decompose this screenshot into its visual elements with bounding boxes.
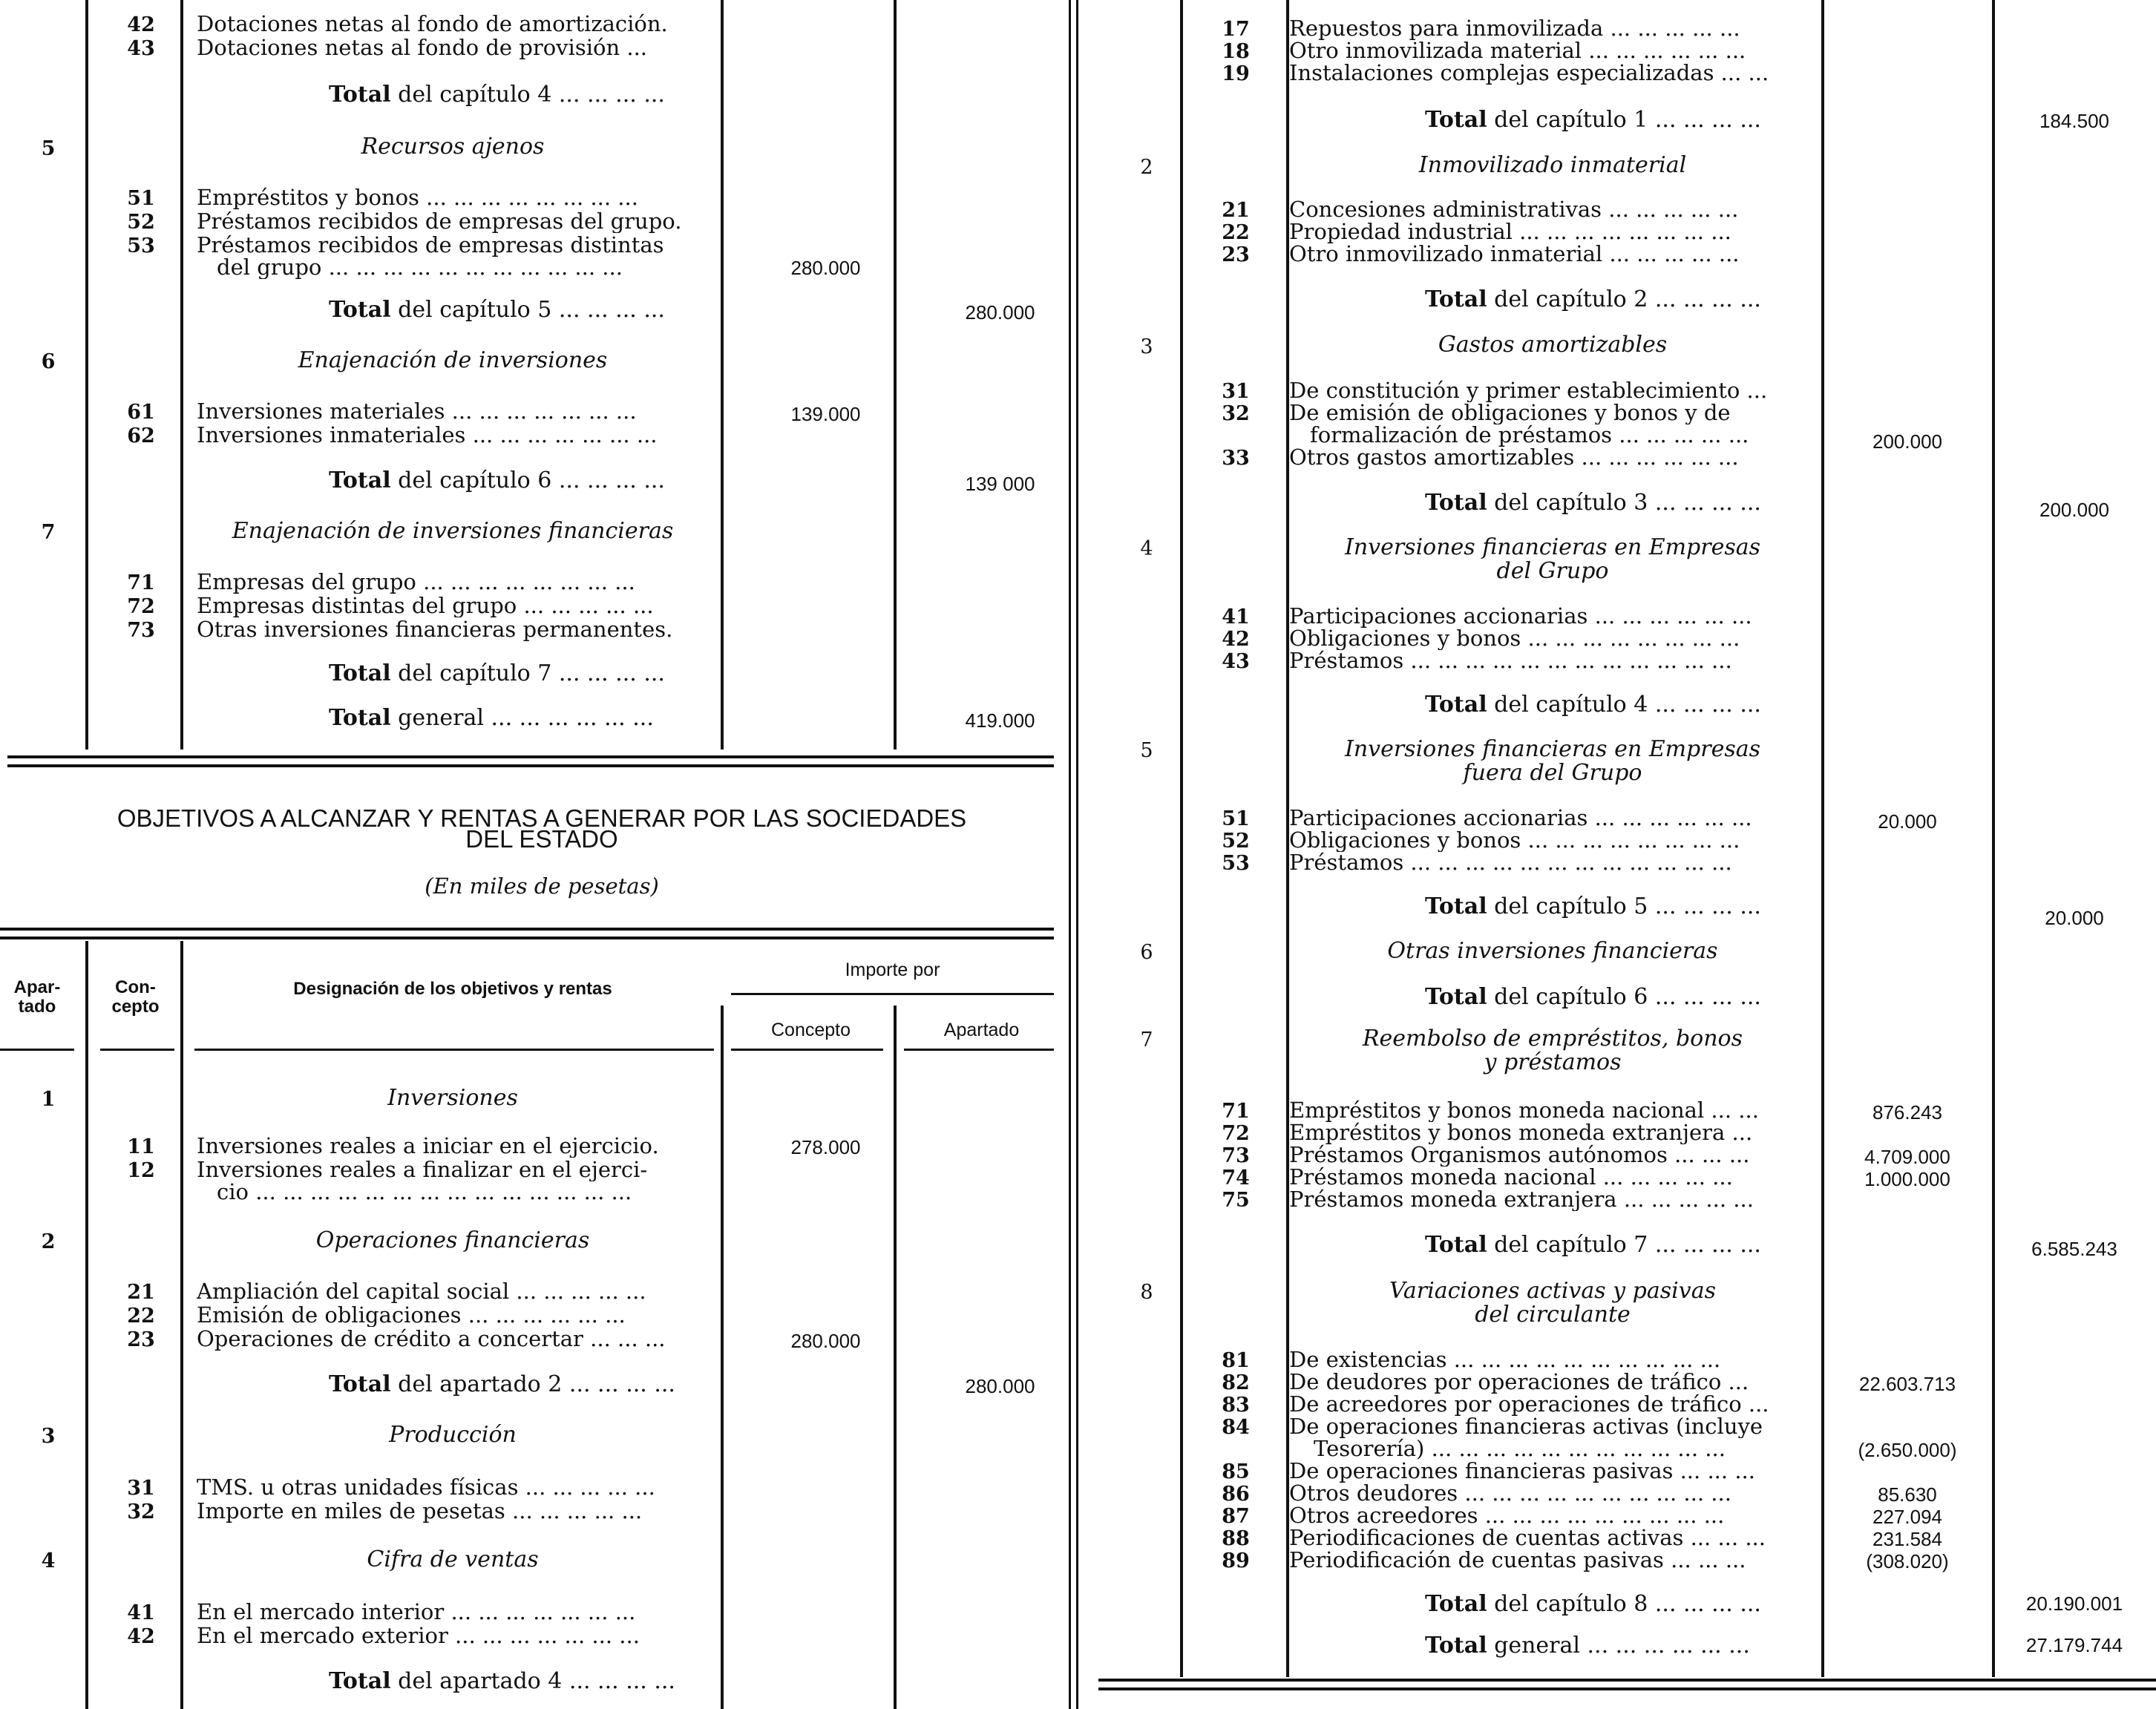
chapter-heading: Variaciones activas y pasivas xyxy=(1389,1278,1716,1304)
divider xyxy=(0,928,1054,931)
row-number: 62 xyxy=(127,424,155,447)
total-line: Total del capítulo 7 ... ... ... ... xyxy=(1425,1232,1761,1258)
row-text: Importe en miles de pesetas ... ... ... ... ... xyxy=(197,1499,643,1523)
row-number: 18 xyxy=(1222,40,1250,63)
section-title-line2: DEL ESTADO xyxy=(465,825,618,853)
total-line: Total del capítulo 7 ... ... ... ... xyxy=(329,660,665,686)
chapter-code: 2 xyxy=(1140,156,1153,179)
row-number: 21 xyxy=(127,1281,155,1304)
row-number: 73 xyxy=(1222,1144,1250,1167)
row-text: Otros acreedores ... ... ... ... ... ... ... ... ... xyxy=(1289,1503,1725,1527)
row-number: 53 xyxy=(127,234,155,258)
row-text: Préstamos ... ... ... ... ... ... ... ... ... ... ... ... xyxy=(1289,649,1732,672)
chapter-code: 5 xyxy=(41,137,56,160)
row-number: 71 xyxy=(127,571,155,594)
apartado-amount: 20.000 xyxy=(2045,907,2104,929)
header-col-apartado: Apartado xyxy=(943,1020,1020,1040)
chapter-code: 3 xyxy=(1140,335,1153,358)
concepto-amount: 280.000 xyxy=(790,257,861,279)
apartado-amount: 20.190.001 xyxy=(2025,1592,2123,1615)
chapter-heading: Enajenación de inversiones xyxy=(298,347,608,373)
chapter-heading-line2: y préstamos xyxy=(1484,1049,1622,1075)
row-number: 52 xyxy=(127,211,155,234)
row-text: En el mercado interior ... ... ... ... ... ... ... xyxy=(197,1600,636,1624)
row-text: Empresas del grupo ... ... ... ... ... ... ... ... xyxy=(197,570,635,594)
divider xyxy=(0,936,1054,939)
concepto-amount: 200.000 xyxy=(1872,430,1942,453)
column-separator xyxy=(1069,0,1071,1709)
row-text: Dotaciones netas al fondo de provisión ... xyxy=(197,36,648,59)
row-number: 89 xyxy=(1222,1549,1250,1572)
divider xyxy=(1098,1679,2156,1682)
row-text: cio ... ... ... ... ... ... ... ... ... ... ... ... ... ... xyxy=(217,1180,632,1204)
row-text: Inversiones materiales ... ... ... ... ... ... ... xyxy=(197,399,637,423)
concepto-amount: 280.000 xyxy=(790,1330,861,1352)
header-apartado: Apar- tado xyxy=(13,977,61,1017)
row-number: 84 xyxy=(1222,1416,1250,1439)
row-text: Repuestos para inmovilizada ... ... ... ... ... xyxy=(1289,16,1740,40)
row-number: 31 xyxy=(1222,380,1250,403)
row-number: 23 xyxy=(127,1328,155,1351)
row-text: Dotaciones netas al fondo de amortización. xyxy=(197,12,668,36)
chapter-heading: Enajenación de inversiones financieras xyxy=(232,518,674,544)
row-number: 22 xyxy=(1222,221,1250,244)
row-text: Participaciones accionarias ... ... ... ... ... ... xyxy=(1289,604,1752,628)
row-text: Otro inmovilizado inmaterial ... ... ... ... ... xyxy=(1289,242,1740,266)
row-number: 42 xyxy=(1222,628,1250,651)
chapter-heading: Otras inversiones financieras xyxy=(1387,938,1718,964)
concepto-amount: 22.603.713 xyxy=(1858,1373,1956,1395)
row-number: 87 xyxy=(1222,1505,1250,1528)
total-line: Total del apartado 2 ... ... ... ... xyxy=(329,1371,675,1397)
row-number: 43 xyxy=(1222,650,1250,673)
grand-total-amount: 419.000 xyxy=(965,709,1035,732)
row-text: Otro inmovilizada material ... ... ... ... ... ... xyxy=(1289,39,1746,62)
row-number: 32 xyxy=(1222,402,1250,425)
concepto-amount: 278.000 xyxy=(790,1136,861,1158)
total-line: Total del capítulo 2 ... ... ... ... xyxy=(1425,286,1761,312)
row-number: 71 xyxy=(1222,1100,1250,1123)
row-number: 83 xyxy=(1222,1394,1250,1417)
row-text: Empréstitos y bonos ... ... ... ... ... ... ... ... xyxy=(197,186,638,209)
chapter-code: 5 xyxy=(1140,739,1153,762)
row-number: 23 xyxy=(1222,243,1250,266)
apartado-code: 1 xyxy=(41,1088,56,1111)
row-text: Participaciones accionarias ... ... ... ... ... ... xyxy=(1289,806,1752,830)
apartado-code: 3 xyxy=(41,1425,56,1448)
concepto-amount: 139.000 xyxy=(790,403,861,425)
chapter-code: 6 xyxy=(41,350,56,373)
chapter-heading-line2: fuera del Grupo xyxy=(1463,760,1642,786)
row-text: Empréstitos y bonos moneda extranjera ... xyxy=(1289,1121,1753,1144)
row-number: 74 xyxy=(1222,1167,1250,1190)
divider xyxy=(1098,1687,2156,1690)
row-text: Obligaciones y bonos ... ... ... ... ... ... ... ... xyxy=(1289,626,1740,650)
row-number: 88 xyxy=(1222,1527,1250,1550)
section-title-line1: OBJETIVOS A ALCANZAR Y RENTAS A GENERAR POR LAS SOCIEDADES xyxy=(117,804,967,832)
row-text: Empresas distintas del grupo ... ... ... ... ... xyxy=(197,594,654,617)
row-text: Emisión de obligaciones ... ... ... ... ... ... xyxy=(197,1303,626,1327)
row-number: 19 xyxy=(1222,62,1250,85)
apartado-amount: 6.585.243 xyxy=(2031,1238,2117,1260)
row-text: De operaciones financieras activas (incluye xyxy=(1289,1414,1763,1438)
row-text: Obligaciones y bonos ... ... ... ... ... ... ... ... xyxy=(1289,828,1740,852)
apartado-heading: Inversiones xyxy=(387,1085,518,1111)
row-text: Inversiones inmateriales ... ... ... ... ... ... ... xyxy=(197,423,658,447)
row-text: De operaciones financieras pasivas ... ... ... xyxy=(1289,1459,1755,1483)
row-number: 82 xyxy=(1222,1371,1250,1394)
concepto-amount: 227.094 xyxy=(1872,1506,1942,1528)
row-text: TMS. u otras unidades físicas ... ... ... ... ... xyxy=(197,1475,655,1499)
concepto-amount: 85.630 xyxy=(1878,1483,1937,1506)
grand-total-line: Total general ... ... ... ... ... ... xyxy=(1425,1633,1750,1659)
header-designacion: Designación de los objetivos y rentas xyxy=(293,979,612,999)
total-line: Total del capítulo 8 ... ... ... ... xyxy=(1425,1591,1761,1617)
row-number: 41 xyxy=(127,1601,155,1624)
header-col-concepto: Concepto xyxy=(770,1020,851,1040)
total-line: Total del capítulo 5 ... ... ... ... xyxy=(1425,893,1761,919)
total-line: Total del capítulo 6 ... ... ... ... xyxy=(1425,984,1761,1010)
total-line: Total del capítulo 3 ... ... ... ... xyxy=(1425,490,1761,516)
row-number: 32 xyxy=(127,1500,155,1523)
chapter-code: 6 xyxy=(1140,941,1153,964)
row-number: 53 xyxy=(1222,852,1250,875)
apartado-amount: 139 000 xyxy=(965,473,1035,495)
row-text: Ampliación del capital social ... ... ... ... ... xyxy=(197,1279,646,1303)
row-text: Préstamos moneda nacional ... ... ... ... ... xyxy=(1289,1165,1733,1189)
divider xyxy=(7,764,1054,767)
row-text: Préstamos recibidos de empresas del grupo. xyxy=(197,209,682,233)
grand-total-amount: 27.179.744 xyxy=(2025,1634,2123,1656)
row-text: Préstamos recibidos de empresas distintas xyxy=(197,233,664,257)
chapter-code: 7 xyxy=(1140,1029,1153,1052)
row-number: 21 xyxy=(1222,199,1250,222)
concepto-amount: (308.020) xyxy=(1866,1550,1949,1572)
concepto-amount: 4.709.000 xyxy=(1864,1146,1950,1168)
row-text: Empréstitos y bonos moneda nacional ... ... xyxy=(1289,1098,1759,1122)
row-number: 17 xyxy=(1222,18,1250,41)
row-text: Tesorería) ... ... ... ... ... ... ... ... ... ... ... xyxy=(1314,1437,1726,1460)
row-number: 33 xyxy=(1222,447,1250,470)
apartado-code: 4 xyxy=(41,1549,56,1572)
grand-total-line: Total general ... ... ... ... ... ... xyxy=(329,705,654,731)
concepto-amount: 876.243 xyxy=(1872,1101,1942,1124)
apartado-code: 2 xyxy=(41,1230,56,1253)
total-line: Total del capítulo 4 ... ... ... ... xyxy=(329,82,665,108)
apartado-amount: 280.000 xyxy=(965,1375,1035,1397)
total-line: Total del capítulo 1 ... ... ... ... xyxy=(1425,107,1761,133)
concepto-amount: 20.000 xyxy=(1878,810,1937,833)
row-text: Otros deudores ... ... ... ... ... ... ... ... ... ... xyxy=(1289,1481,1731,1505)
row-text: De acreedores por operaciones de tráfico ... xyxy=(1289,1392,1769,1416)
row-number: 42 xyxy=(127,13,155,36)
row-number: 41 xyxy=(1222,606,1250,629)
apartado-heading: Cifra de ventas xyxy=(367,1546,539,1572)
chapter-heading: Inmovilizado inmaterial xyxy=(1418,152,1687,178)
row-number: 22 xyxy=(127,1305,155,1328)
row-text: Préstamos ... ... ... ... ... ... ... ... ... ... ... ... xyxy=(1289,850,1732,874)
row-text: Operaciones de crédito a concertar ... ... ... xyxy=(197,1327,666,1351)
concepto-amount: (2.650.000) xyxy=(1858,1439,1957,1461)
chapter-heading: Reembolso de empréstitos, bonos xyxy=(1362,1026,1743,1052)
row-number: 11 xyxy=(127,1135,155,1158)
column-separator xyxy=(1076,0,1078,1709)
concepto-amount: 231.584 xyxy=(1872,1528,1942,1550)
row-text: En el mercado exterior ... ... ... ... ... ... ... xyxy=(197,1624,640,1647)
row-number: 51 xyxy=(1222,807,1250,830)
apartado-amount: 280.000 xyxy=(965,301,1035,324)
chapter-code: 8 xyxy=(1140,1281,1153,1304)
row-text: De existencias ... ... ... ... ... ... ... ... ... ... xyxy=(1289,1348,1721,1371)
apartado-heading: Producción xyxy=(389,1422,517,1448)
chapter-code: 7 xyxy=(41,521,56,544)
row-text: formalización de préstamos ... ... ... ... ... xyxy=(1310,423,1749,447)
apartado-amount: 200.000 xyxy=(2039,499,2109,521)
row-number: 85 xyxy=(1222,1460,1250,1483)
chapter-heading: Inversiones financieras en Empresas xyxy=(1344,534,1761,560)
row-text: Concesiones administrativas ... ... ... ... ... xyxy=(1289,197,1739,221)
total-line: Total del capítulo 4 ... ... ... ... xyxy=(1425,692,1761,718)
row-text: Inversiones reales a finalizar en el ejerci- xyxy=(197,1158,648,1181)
row-text: Otras inversiones financieras permanentes. xyxy=(197,617,673,641)
chapter-heading-line2: del Grupo xyxy=(1496,558,1609,584)
row-text: Instalaciones complejas especializadas ... ... xyxy=(1289,61,1769,85)
row-text: De constitución y primer establecimiento ... xyxy=(1289,378,1768,402)
row-text: Periodificación de cuentas pasivas ... ... ... xyxy=(1289,1548,1746,1572)
row-number: 43 xyxy=(127,37,155,60)
concepto-amount: 1.000.000 xyxy=(1864,1168,1950,1190)
row-number: 42 xyxy=(127,1625,155,1648)
row-number: 72 xyxy=(1222,1122,1250,1145)
row-text: Préstamos moneda extranjera ... ... ... ... ... xyxy=(1289,1187,1754,1211)
row-number: 31 xyxy=(127,1477,155,1500)
row-number: 75 xyxy=(1222,1189,1250,1212)
header-importe-por: Importe por xyxy=(845,960,940,980)
row-text: Inversiones reales a iniciar en el ejercicio. xyxy=(197,1134,659,1158)
chapter-heading: Gastos amortizables xyxy=(1438,332,1668,358)
row-text: Otros gastos amortizables ... ... ... ... ... ... xyxy=(1289,445,1739,469)
row-text: del grupo ... ... ... ... ... ... ... ... ... ... ... xyxy=(217,255,623,279)
apartado-amount: 184.500 xyxy=(2039,110,2109,132)
row-text: Periodificaciones de cuentas activas ... ... ... xyxy=(1289,1526,1766,1549)
row-number: 73 xyxy=(127,619,155,642)
row-text: Propiedad industrial ... ... ... ... ... ... ... ... xyxy=(1289,220,1731,243)
row-text: De deudores por operaciones de tráfico ... xyxy=(1289,1370,1749,1394)
total-line: Total del capítulo 5 ... ... ... ... xyxy=(329,297,665,323)
section-subtitle: (En miles de pesetas) xyxy=(425,873,659,899)
divider xyxy=(7,755,1054,758)
row-number: 51 xyxy=(127,187,155,210)
total-line: Total del apartado 4 ... ... ... ... xyxy=(329,1668,675,1694)
row-text: Préstamos Organismos autónomos ... ... ... xyxy=(1289,1143,1750,1167)
chapter-heading: Recursos ajenos xyxy=(361,134,545,160)
row-number: 81 xyxy=(1222,1349,1250,1372)
row-text: De emisión de obligaciones y bonos y de xyxy=(1289,401,1731,424)
row-number: 12 xyxy=(127,1159,155,1182)
total-line: Total del capítulo 6 ... ... ... ... xyxy=(329,468,665,493)
row-number: 72 xyxy=(127,595,155,618)
row-number: 61 xyxy=(127,401,155,424)
chapter-code: 4 xyxy=(1140,537,1153,560)
row-number: 86 xyxy=(1222,1483,1250,1506)
header-concepto: Con- cepto xyxy=(111,977,160,1017)
chapter-heading-line2: del circulante xyxy=(1475,1302,1631,1328)
chapter-heading: Inversiones financieras en Empresas xyxy=(1344,736,1761,762)
row-number: 52 xyxy=(1222,830,1250,853)
apartado-heading: Operaciones financieras xyxy=(315,1227,590,1253)
